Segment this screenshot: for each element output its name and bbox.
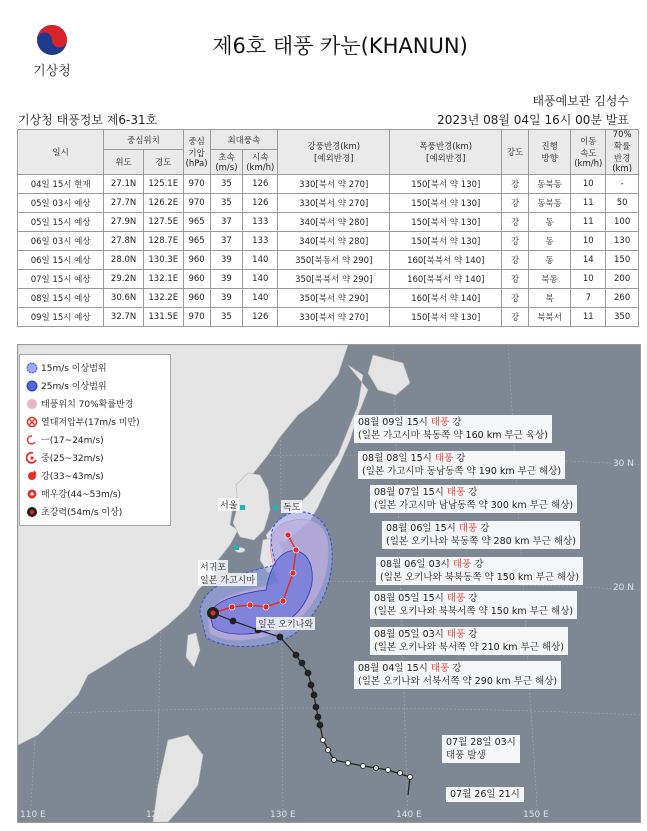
- past-track-point: [321, 738, 326, 743]
- cell-r15: 330[북서 약 270]: [278, 194, 390, 213]
- typhoon-strong-icon: [26, 470, 38, 482]
- cell-lat: 28.0N: [104, 251, 144, 270]
- past-track-point: [326, 748, 331, 753]
- place-okinawa: 일본 오키나와: [256, 617, 315, 630]
- cell-r15: 340[북서 약 280]: [278, 232, 390, 251]
- cell-dir: 동: [528, 251, 571, 270]
- col-speed: 이동 속도 (km/h): [571, 130, 606, 175]
- past-track-point: [408, 775, 413, 780]
- col-maxwind: 최대풍속: [210, 130, 278, 150]
- col-direction: 진행 방향: [528, 130, 571, 175]
- cell-lon: 126.2E: [143, 194, 183, 213]
- forecast-track-point: [263, 604, 269, 610]
- cell-dir: 동: [528, 232, 571, 251]
- place-seoul: 서울: [218, 498, 239, 511]
- past-track-point: [386, 768, 391, 773]
- forecast-track-point: [293, 547, 299, 553]
- past-track-point: [332, 758, 337, 763]
- legend-item: [26, 415, 140, 428]
- dokdo-marker: [273, 505, 278, 510]
- cell-dir: 북동: [528, 270, 571, 289]
- cell-prob: 50: [606, 194, 639, 213]
- cell-spd: 10: [571, 232, 606, 251]
- cell-t: 07일 15시 예상: [18, 270, 104, 289]
- cell-lon: 131.5E: [143, 308, 183, 327]
- col-datetime: 일시: [18, 130, 104, 175]
- cell-prob: 260: [606, 289, 639, 308]
- legend-item: [26, 469, 104, 482]
- cell-p: 965: [183, 232, 210, 251]
- col-kmh: 시속 (km/h): [243, 150, 278, 175]
- cell-p: 960: [183, 251, 210, 270]
- cell-p: 970: [183, 308, 210, 327]
- past-track-point: [293, 652, 299, 658]
- cell-kmh: 126: [243, 194, 278, 213]
- cell-r15: 350[북북서 약 290]: [278, 270, 390, 289]
- cell-t: 08일 15시 예상: [18, 289, 104, 308]
- cell-spd: 11: [571, 308, 606, 327]
- cell-int: 강: [502, 289, 529, 308]
- legend-label: 태풍위치 70%확률반경: [41, 400, 134, 410]
- issued-time: 2023년 08월 04일 16시 00분 발표: [437, 113, 629, 127]
- forecast-track-point: [229, 604, 235, 610]
- legend-label: 중(25~32m/s): [41, 454, 104, 464]
- cell-spd: 14: [571, 251, 606, 270]
- cell-lon: 128.7E: [143, 232, 183, 251]
- seogwipo-marker: [234, 545, 239, 550]
- cell-lat: 27.8N: [104, 232, 144, 251]
- typhoon-super-icon: [26, 506, 38, 518]
- legend-label: 15m/s 이상범위: [41, 364, 107, 374]
- past-track-point: [299, 660, 305, 666]
- cell-t: 09일 15시 예상: [18, 308, 104, 327]
- legend-item: [26, 433, 104, 446]
- cell-kmh: 133: [243, 232, 278, 251]
- table-row: [18, 251, 639, 270]
- cell-r25: 150[북서 약 130]: [390, 213, 502, 232]
- cell-p: 970: [183, 194, 210, 213]
- cell-r25: 150[북서 약 130]: [390, 308, 502, 327]
- past-track-point: [346, 761, 351, 766]
- cell-p: 965: [183, 213, 210, 232]
- legend-label: 매우강(44~53m/s): [41, 490, 122, 500]
- cell-kmh: 140: [243, 270, 278, 289]
- cell-kmh: 126: [243, 175, 278, 194]
- cell-spd: 7: [571, 289, 606, 308]
- cell-int: 강: [502, 213, 529, 232]
- bulletin-number: 기상청 태풍정보 제6-31호: [18, 113, 158, 127]
- agency-name: 기상청: [33, 64, 71, 79]
- cell-p: 960: [183, 270, 210, 289]
- forecast-track-point: [285, 532, 291, 538]
- table-row: [18, 175, 639, 194]
- cell-r25: 160[북북서 약 140]: [390, 251, 502, 270]
- col-intensity: 강도: [502, 130, 529, 175]
- cell-ms: 39: [210, 289, 243, 308]
- past-track-point: [398, 771, 403, 776]
- place-kagoshima: 일본 가고시마: [198, 573, 257, 586]
- lat-label-20: 20 N: [612, 583, 634, 593]
- cell-spd: 10: [571, 270, 606, 289]
- map-legend: [19, 354, 171, 526]
- cell-int: 강: [502, 194, 529, 213]
- track-start-label: 07월 26일 21시: [446, 787, 524, 802]
- col-storm-radius: 폭풍반경(km) [예외반경]: [390, 130, 502, 175]
- lon-label-150: 150 E: [523, 810, 549, 820]
- cell-r25: 160[북서 약 140]: [390, 289, 502, 308]
- legend-item: [26, 397, 133, 410]
- legend-item: [26, 379, 107, 392]
- lon-label-110: 110 E: [20, 810, 46, 820]
- cell-t: 04일 15시 현재: [18, 175, 104, 194]
- forecast-annotation: 08월 04일 15시 태풍 강 (일본 오키나와 서북서쪽 약 290 km 부근 해상): [354, 661, 561, 689]
- cell-int: 강: [502, 308, 529, 327]
- col-pressure: 중심 기압 (hPa): [183, 130, 210, 175]
- cell-p: 960: [183, 289, 210, 308]
- past-track-point: [317, 722, 323, 728]
- cell-dir: 동북동: [528, 175, 571, 194]
- cell-r25: 150[북서 약 130]: [390, 194, 502, 213]
- cell-t: 05일 15시 예상: [18, 213, 104, 232]
- cell-lat: 27.7N: [104, 194, 144, 213]
- past-track-point: [313, 704, 319, 710]
- tropical-depression-icon: [26, 416, 38, 428]
- cell-kmh: 133: [243, 213, 278, 232]
- cell-kmh: 126: [243, 308, 278, 327]
- col-center: 중심위치: [104, 130, 183, 150]
- cell-r15: 340[북서 약 280]: [278, 213, 390, 232]
- cell-prob: 100: [606, 213, 639, 232]
- legend-item: [26, 361, 107, 374]
- cell-lon: 132.2E: [143, 289, 183, 308]
- past-track-point: [374, 766, 379, 771]
- past-track-point: [311, 692, 317, 698]
- forecast-annotation: 08월 05일 15시 태풍 강 (일본 오키나와 북북서쪽 약 150 km 부근 해상): [370, 591, 577, 619]
- past-track-point: [277, 634, 283, 640]
- cell-lon: 130.3E: [143, 251, 183, 270]
- cell-ms: 35: [210, 194, 243, 213]
- legend-label: 열대저압부(17m/s 미만): [41, 418, 140, 428]
- cell-dir: 북북서: [528, 308, 571, 327]
- cell-t: 06일 15시 예상: [18, 251, 104, 270]
- lon-label-140: 140 E: [396, 810, 422, 820]
- cell-kmh: 140: [243, 251, 278, 270]
- cell-r25: 160[북북서 약 140]: [390, 270, 502, 289]
- cell-t: 05일 03시 예상: [18, 194, 104, 213]
- cell-r15: 350[북동서 약 290]: [278, 251, 390, 270]
- forecast-track-point: [290, 570, 296, 576]
- col-probability: 70% 확률 반경 (km): [606, 130, 639, 175]
- cell-int: 강: [502, 251, 529, 270]
- forecast-annotation: 08월 08일 15시 태풍 강 (일본 가고시마 동남동쪽 약 190 km 부근 해상): [358, 451, 565, 479]
- cell-r15: 330[북서 약 270]: [278, 175, 390, 194]
- typhoon-weak-icon: [26, 434, 38, 446]
- past-track-point: [315, 714, 321, 720]
- storm-radius-icon: [26, 380, 38, 392]
- cell-r15: 350[북서 약 290]: [278, 289, 390, 308]
- probability-circle-icon: [26, 398, 38, 410]
- place-seogwipo: 서귀포: [198, 560, 228, 573]
- cell-lat: 30.6N: [104, 289, 144, 308]
- place-dokdo: 독도: [281, 500, 302, 513]
- cell-int: 강: [502, 232, 529, 251]
- forecaster-name: 태풍예보관 김성수: [532, 94, 629, 108]
- typhoon-very-strong-icon: [26, 488, 38, 500]
- cell-int: 강: [502, 270, 529, 289]
- cell-lat: 27.9N: [104, 213, 144, 232]
- cell-t: 06일 03시 예상: [18, 232, 104, 251]
- page-title: 제6호 태풍 카눈(KHANUN): [212, 34, 468, 58]
- cell-r25: 150[북서 약 130]: [390, 175, 502, 194]
- col-lon: 경도: [143, 150, 183, 175]
- cell-lat: 29.2N: [104, 270, 144, 289]
- table-row: [18, 194, 639, 213]
- table-row: [18, 289, 639, 308]
- cell-spd: 11: [571, 194, 606, 213]
- cell-ms: 35: [210, 175, 243, 194]
- legend-label: 25m/s 이상범위: [41, 382, 107, 392]
- cell-prob: -: [606, 175, 639, 194]
- cell-ms: 35: [210, 308, 243, 327]
- cell-lon: 125.1E: [143, 175, 183, 194]
- cell-spd: 11: [571, 213, 606, 232]
- cell-int: 강: [502, 175, 529, 194]
- forecast-track-point: [247, 602, 253, 608]
- cell-ms: 37: [210, 232, 243, 251]
- legend-item: [26, 451, 104, 464]
- past-track-point: [230, 618, 236, 624]
- cell-prob: 200: [606, 270, 639, 289]
- cell-lon: 127.5E: [143, 213, 183, 232]
- table-row: [18, 213, 639, 232]
- cell-lat: 27.1N: [104, 175, 144, 194]
- forecast-annotation: 08월 05일 03시 태풍 강 (일본 오키나와 북서쪽 약 210 km 부근 해상): [370, 627, 568, 655]
- cell-r25: 150[북서 약 130]: [390, 232, 502, 251]
- cell-lat: 32.7N: [104, 308, 144, 327]
- legend-item: [26, 487, 121, 500]
- lat-label-30: 30 N: [612, 459, 634, 469]
- col-ms: 초속 (m/s): [210, 150, 243, 175]
- legend-label: 강(33~43m/s): [41, 472, 104, 482]
- table-row: [18, 270, 639, 289]
- cell-prob: 150: [606, 251, 639, 270]
- cell-lon: 132.1E: [143, 270, 183, 289]
- cell-prob: 130: [606, 232, 639, 251]
- past-track-point: [305, 670, 311, 676]
- cell-ms: 39: [210, 270, 243, 289]
- cell-p: 970: [183, 175, 210, 194]
- forecast-annotation: 08월 07일 15시 태풍 강 (일본 가고시마 남남동쪽 약 300 km 부근 해상): [370, 485, 577, 513]
- legend-item: [26, 505, 122, 518]
- col-gale-radius: 강풍반경(km) [예외반경]: [278, 130, 390, 175]
- table-row: [18, 232, 639, 251]
- genesis-label: 07월 28일 03시 태풍 발생: [442, 735, 520, 763]
- typhoon-medium-icon: [26, 452, 38, 464]
- cell-r15: 330[북서 약 270]: [278, 308, 390, 327]
- cell-dir: 북: [528, 289, 571, 308]
- cell-ms: 39: [210, 251, 243, 270]
- past-track-point: [308, 682, 314, 688]
- cell-spd: 10: [571, 175, 606, 194]
- seoul-marker: [240, 505, 245, 510]
- forecast-track-point: [280, 598, 286, 604]
- forecast-table: [17, 129, 639, 327]
- lon-label-120: 120 E: [146, 810, 172, 820]
- cell-ms: 37: [210, 213, 243, 232]
- table-row: [18, 308, 639, 327]
- forecast-annotation: 08월 09일 15시 태풍 강 (일본 가고시마 북동쪽 약 160 km 부근 육상): [354, 415, 552, 443]
- lon-label-130: 130 E: [270, 810, 296, 820]
- cell-kmh: 140: [243, 289, 278, 308]
- past-track-point: [361, 764, 366, 769]
- gale-radius-icon: [26, 362, 38, 374]
- forecast-annotation: 08월 06일 03시 태풍 강 (일본 오키나와 북북동쪽 약 150 km 부근 해상): [376, 557, 583, 585]
- legend-label: 초강력(54m/s 이상): [41, 508, 123, 518]
- col-lat: 위도: [104, 150, 144, 175]
- cell-dir: 동: [528, 213, 571, 232]
- forecast-annotation: 08월 06일 15시 태풍 강 (일본 오키나와 북동쪽 약 280 km 부근 해상): [382, 521, 580, 549]
- cell-dir: 동북동: [528, 194, 571, 213]
- legend-label: ㅡ(17~24m/s): [41, 436, 104, 446]
- cell-prob: 350: [606, 308, 639, 327]
